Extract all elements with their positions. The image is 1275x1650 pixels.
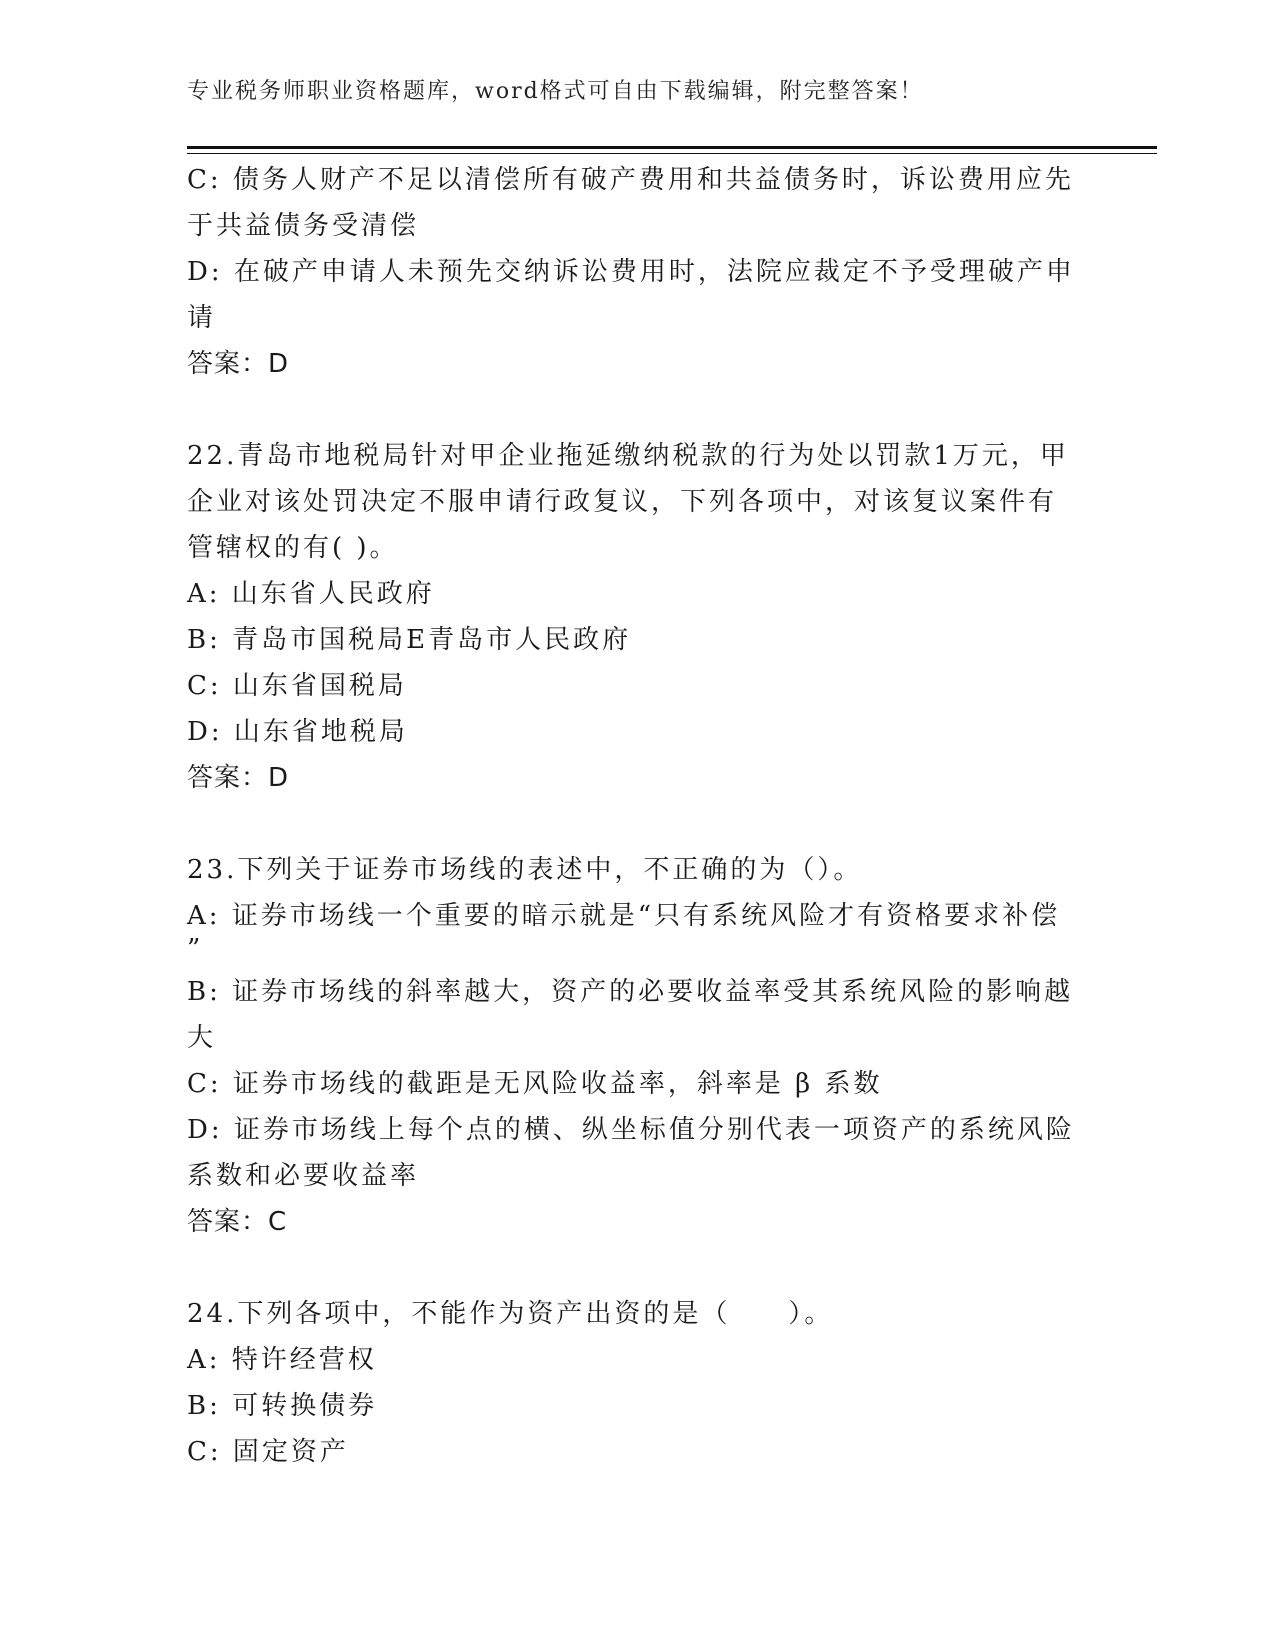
- option-c-line1: C: 债务人财产不足以清偿所有破产费用和共益债务时，诉讼费用应先: [187, 165, 1074, 195]
- question-stem-line1: 24.下列各项中，不能作为资产出资的是（ ）。: [187, 1299, 834, 1329]
- option-b-line2: 大: [187, 1023, 217, 1053]
- header-divider-thin: [187, 153, 1157, 154]
- spacer: [187, 1245, 1087, 1291]
- question-stem-line1: 22.青岛市地税局针对甲企业拖延缴纳税款的行为处以罚款1万元，甲: [187, 441, 1069, 471]
- question-carryover: [187, 157, 1087, 387]
- spacer: [187, 387, 1087, 433]
- option-d-line2: 请: [187, 303, 217, 333]
- option-b: B: 青岛市国税局E青岛市人民政府: [187, 625, 632, 655]
- option-d-line1: D: 证券市场线上每个点的横、纵坐标值分别代表一项资产的系统风险: [187, 1115, 1075, 1145]
- answer-line: 答案：D: [187, 763, 290, 793]
- answer-line: 答案：C: [187, 1207, 288, 1237]
- option-c: C: 山东省国税局: [187, 671, 407, 701]
- option-c: C: 证券市场线的截距是无风险收益率，斜率是 β 系数: [187, 1069, 883, 1099]
- option-a-line2: ”: [187, 934, 204, 964]
- question-stem-line2: 企业对该处罚决定不服申请行政复议，下列各项中，对该复议案件有: [187, 487, 1058, 517]
- option-d-line1: D: 在破产申请人未预先交纳诉讼费用时，法院应裁定不予受理破产申: [187, 257, 1075, 287]
- spacer: [187, 801, 1087, 847]
- question-stem-line3: 管辖权的有( )。: [187, 533, 399, 563]
- option-d-line2: 系数和必要收益率: [187, 1161, 420, 1191]
- page-header: 专业税务师职业资格题库，word格式可自由下载编辑，附完整答案！: [187, 79, 924, 104]
- question-23: [187, 847, 1087, 1245]
- document-body: [187, 157, 1087, 1475]
- option-a: A: 山东省人民政府: [187, 579, 435, 609]
- option-a: A: 特许经营权: [187, 1345, 377, 1375]
- question-24: [187, 1291, 1087, 1475]
- question-stem-line1: 23.下列关于证券市场线的表述中，不正确的为（）。: [187, 855, 863, 885]
- option-a-line1: A: 证券市场线一个重要的暗示就是“只有系统风险才有资格要求补偿: [187, 901, 1061, 931]
- answer-line: 答案：D: [187, 349, 290, 379]
- option-b: B: 可转换债券: [187, 1391, 378, 1421]
- question-22: [187, 433, 1087, 801]
- header-divider-thick: [187, 146, 1157, 149]
- option-d: D: 山东省地税局: [187, 717, 408, 747]
- option-c: C: 固定资产: [187, 1437, 349, 1467]
- option-c-line2: 于共益债务受清偿: [187, 211, 420, 241]
- option-b-line1: B: 证券市场线的斜率越大，资产的必要收益率受其系统风险的影响越: [187, 977, 1074, 1007]
